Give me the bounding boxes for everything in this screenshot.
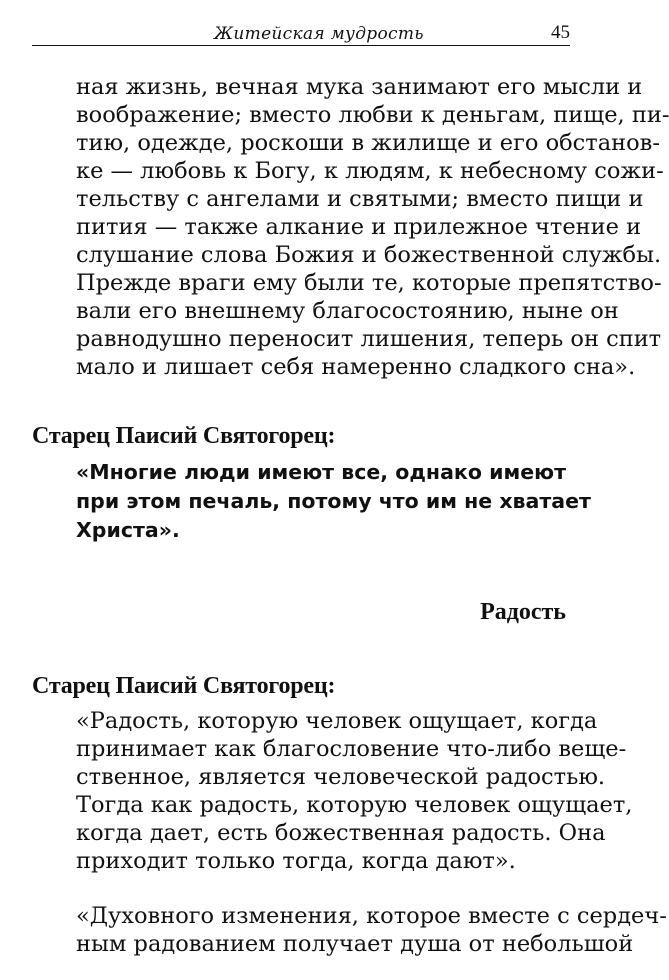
- page-number: 45: [551, 22, 570, 43]
- quote-line: «Многие люди имеют все, однако имеют: [76, 460, 566, 484]
- text-line: принимает как благословение что-либо веще-: [76, 736, 627, 762]
- header-rule: [32, 45, 570, 46]
- text-line: слушание слова Божия и божественной службы.: [76, 242, 662, 268]
- quote-line: Христа».: [76, 518, 180, 542]
- text-line: ная жизнь, вечная мука занимают его мысли и: [76, 74, 643, 100]
- text-line: тию, одежде, роскоши в жилище и его обстанов-: [76, 130, 660, 156]
- text-line: тельству с ангелами и святыми; вместо пищи и: [76, 186, 644, 212]
- running-header-title: Житейская мудрость: [214, 24, 424, 44]
- text-line: «Духовного изменения, которое вместе с сердеч-: [76, 903, 667, 929]
- speaker-heading: Старец Паисий Святогорец:: [32, 673, 336, 699]
- text-line: пития — также алкание и прилежное чтение и: [76, 214, 642, 240]
- text-line: ственное, является человеческой радостью.: [76, 764, 606, 790]
- text-line: Прежде враги ему были те, которые препятство-: [76, 270, 662, 296]
- text-line: воображение; вместо любви к деньгам, пище, пи-: [76, 102, 669, 128]
- text-line: приходит только тогда, когда дают».: [76, 848, 516, 874]
- text-line: Тогда как радость, которую человек ощущает,: [76, 792, 633, 818]
- text-line: вали его внешнему благосостоянию, ныне он: [76, 298, 619, 324]
- text-line: ным радованием получает душа от небольшой: [76, 931, 634, 957]
- text-line: «Радость, которую человек ощущает, когда: [76, 708, 598, 734]
- text-line: мало и лишает себя намеренно сладкого сна».: [76, 354, 636, 380]
- section-title: Радость: [480, 599, 566, 625]
- quote-line: при этом печаль, потому что им не хватает: [76, 489, 591, 513]
- text-line: ке — любовь к Богу, к людям, к небесному сожи-: [76, 158, 664, 184]
- text-line: когда дает, есть божественная радость. Она: [76, 820, 606, 846]
- text-line: равнодушно переносит лишения, теперь он спит: [76, 326, 662, 352]
- running-header: [32, 24, 570, 48]
- speaker-heading: Старец Паисий Святогорец:: [32, 423, 336, 449]
